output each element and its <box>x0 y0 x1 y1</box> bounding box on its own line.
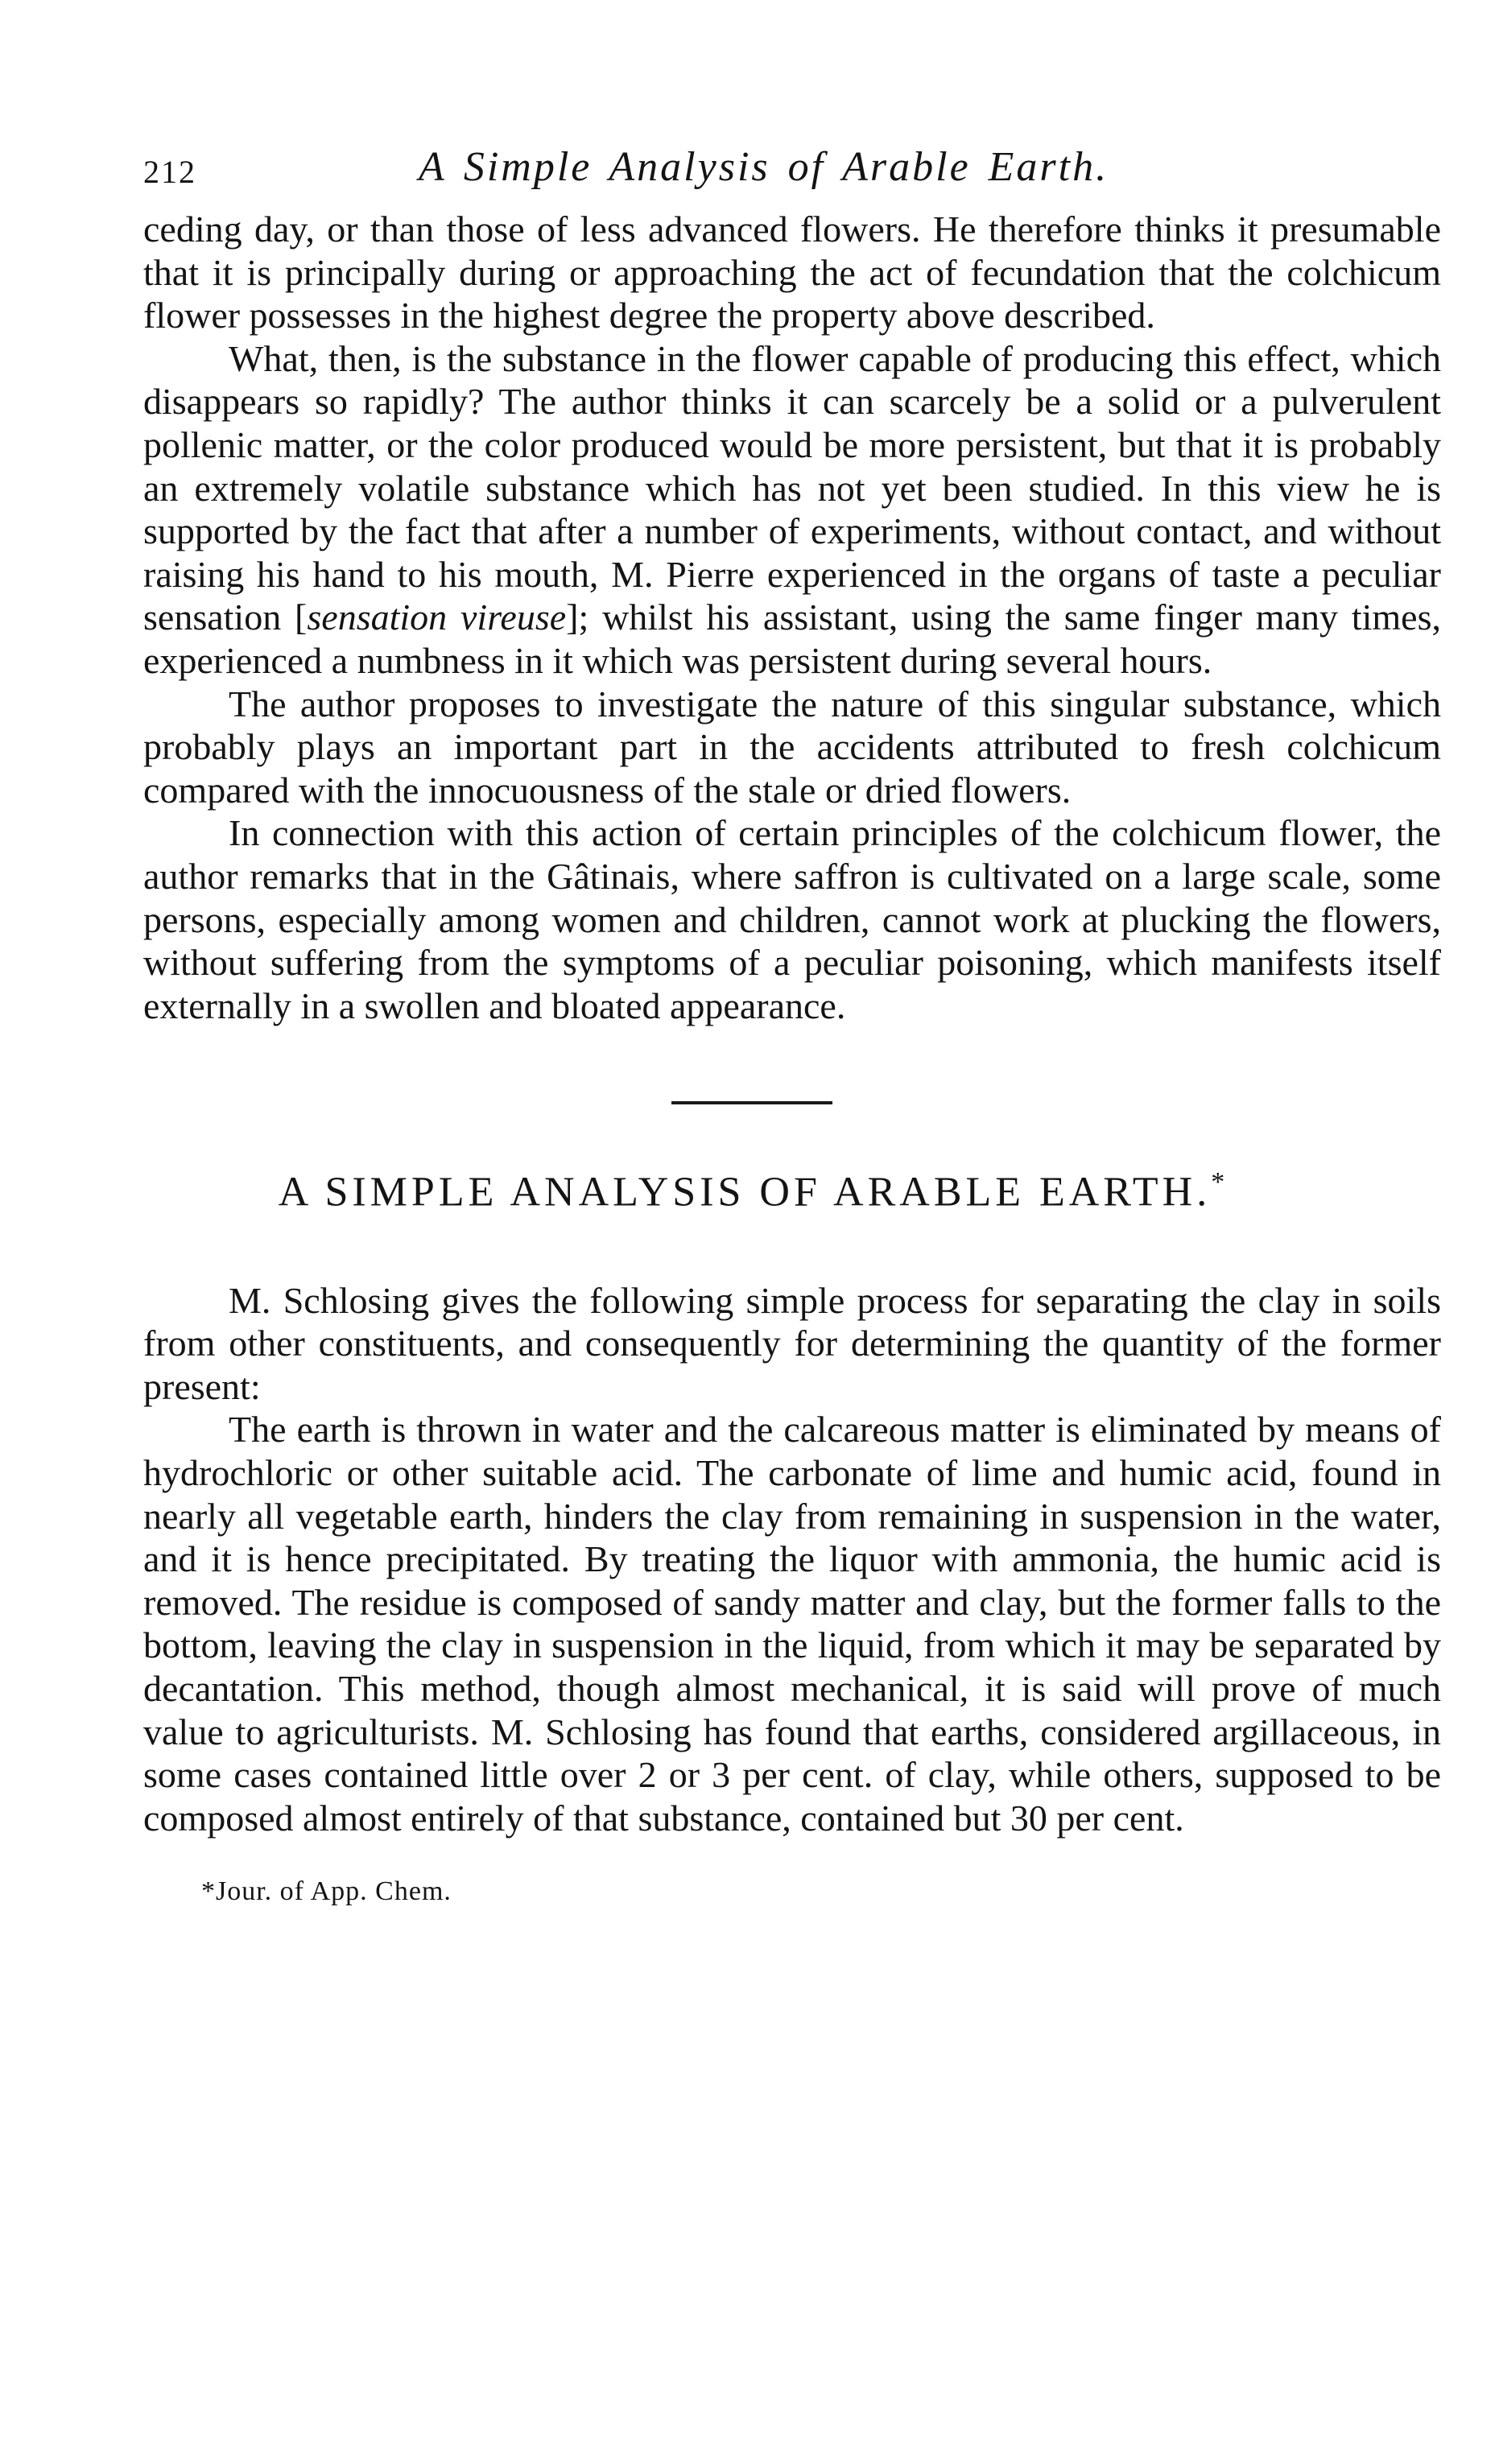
section-heading <box>105 1167 1402 1215</box>
section-heading-text: A SIMPLE ANALYSIS OF ARABLE EARTH. <box>278 1169 1212 1215</box>
running-head <box>143 142 1441 208</box>
paragraph-investigation: The author proposes to investigate the nature of this singular substance, which probably plays an important part in the accidents attributed to fresh colchicum compared with the innocuousness of the stale or dried flowers. <box>143 683 1441 811</box>
paragraph-text: What, then, is the substance in the flower capable of producing this effect, which disappears so rapidly? The author thinks it can scarcely be a solid or a pulverulent pollenic matter, or the color produced would be more persistent, but that it is probably an extremely volatile substance which has not yet been studied. In this view he is supported by the fact that after a number of experiments, without contact, and without raising his hand to his mouth, M. Pierre experienced in the organs of taste a peculiar sensation [ <box>143 337 1441 638</box>
paragraph-schlosing-intro: M. Schlosing gives the following simple process for separating the clay in soils from other constituents, and consequently for determining the quantity of the former present: <box>143 1279 1441 1407</box>
paragraph-continued: ceding day, or than those of less advanced flowers. He therefore thinks it presumable that it is principally during or approaching the act of fecundation that the colchicum flower possesses in the highest degree the property above described. <box>143 208 1441 336</box>
paragraph-gatinais: In connection with this action of certain principles of the colchicum flower, the author remarks that in the Gâtinais, where saffron is cultivated on a large scale, some persons, especially among women and children, cannot work at plucking the flowers, without suffering from the symptoms of a peculiar poisoning, which manifests itself externally in a swollen and bloated appearance. <box>143 812 1441 1026</box>
italic-term: sensation vireuse <box>307 596 567 638</box>
section-body <box>143 1279 1441 1840</box>
footnote: *Jour. of App. Chem. <box>201 1876 452 1907</box>
book-page <box>143 142 1441 1907</box>
page-number: 212 <box>143 154 196 190</box>
paragraph-volatile-substance <box>143 337 1441 683</box>
paragraph-text: ]; whilst his assistant, using the same finger many times, experienced a numbness in it which was persistent during several hours. <box>143 596 1441 681</box>
running-title: A Simple Analysis of Arable Earth. <box>419 144 1109 190</box>
footnote-mark: * <box>1211 1167 1229 1198</box>
section-divider <box>671 1101 832 1104</box>
paragraph-process: The earth is thrown in water and the calcareous matter is eliminated by means of hydrochloric or other suitable acid. The carbonate of lime and humic acid, found in nearly all vegetable earth, hinders the clay from remaining in suspension in the water, and it is hence precipitated. By treating the liquor with ammonia, the humic acid is removed. The residue is composed of sandy matter and clay, but the former falls to the bottom, leaving the clay in suspension in the liquid, from which it may be separated by decantation. This method, though almost mechanical, it is said will prove of much value to agriculturists. M. Schlosing has found that earths, considered argillaceous, in some cases contained little over 2 or 3 per cent. of clay, while others, supposed to be composed almost entirely of that substance, contained but 30 per cent. <box>143 1409 1441 1839</box>
